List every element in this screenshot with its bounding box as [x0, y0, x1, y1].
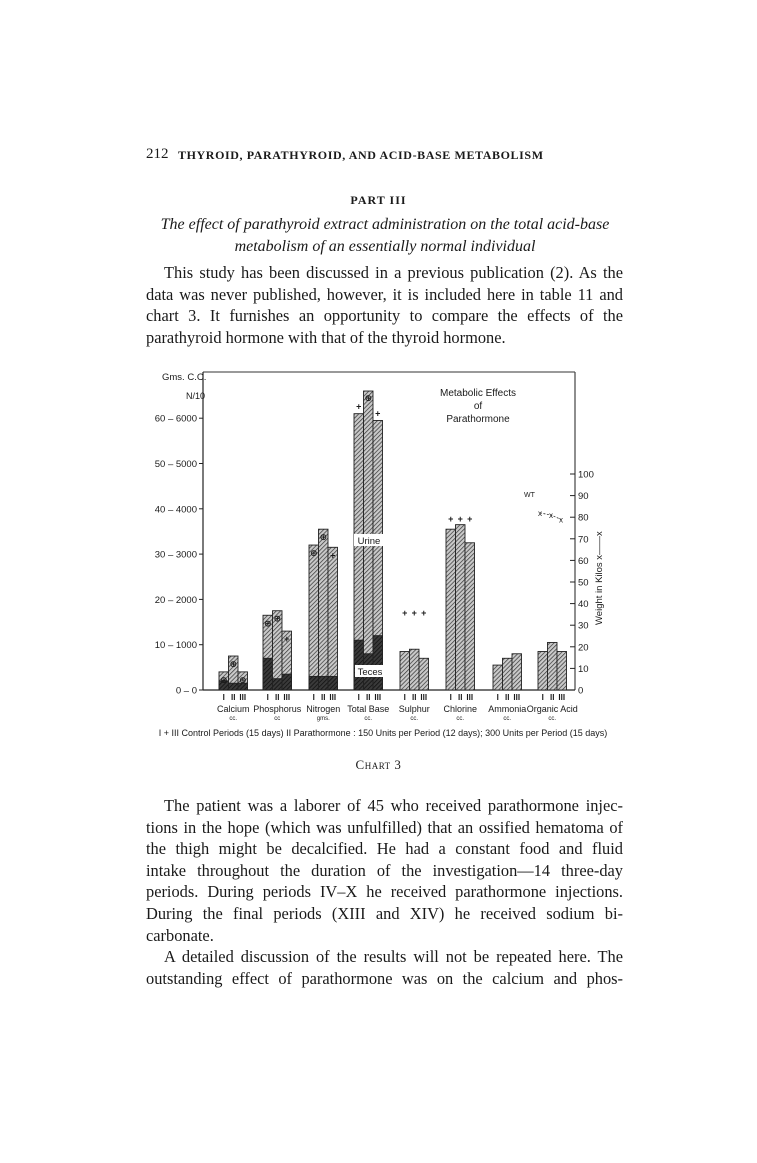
balance-mark: ⊕ — [219, 674, 228, 685]
category-label: Total Base — [347, 704, 390, 714]
left-tick-label: 20 – 2000 — [154, 594, 197, 606]
urine-label — [354, 534, 384, 547]
text-line: This study has been discussed in a previous publication (2). As the — [164, 263, 623, 282]
text-line: tions in the hope (which was unfulfilled) that an ossified hematoma of — [146, 817, 623, 837]
balance-mark: + — [330, 550, 336, 561]
category-label: Organic Acid — [526, 704, 578, 714]
urine-label-text: Urine — [357, 536, 381, 547]
bar — [328, 547, 338, 690]
running-head: THYROID, PARATHYROID, AND ACID-BASE METABOLISM — [178, 148, 544, 162]
weight-point: x — [559, 515, 563, 525]
chart-title — [440, 388, 516, 425]
balance-mark: + — [402, 608, 408, 618]
body-paragraph-2 — [146, 946, 623, 989]
period-label: III — [283, 693, 291, 702]
bar — [456, 525, 466, 690]
bar — [538, 651, 548, 690]
category-unit: cc. — [410, 716, 419, 722]
weight-series — [538, 509, 563, 524]
right-tick-label: 60 — [578, 555, 589, 567]
balance-mark: + — [284, 634, 290, 645]
category-unit: cc. — [456, 716, 465, 722]
chart-title-line-1: Metabolic Effects — [440, 388, 516, 399]
category-unit: cc. — [229, 716, 238, 722]
right-tick-label: 90 — [578, 491, 589, 503]
category-label: Sulphur — [398, 704, 430, 714]
period-label: I — [541, 693, 544, 702]
category-label: Chlorine — [443, 704, 478, 714]
text-line: data was never published, however, it is included here in table 11 and — [146, 284, 623, 304]
right-tick-label: 100 — [578, 469, 594, 481]
right-tick-label: 70 — [578, 534, 589, 546]
balance-mark: ⊕ — [309, 548, 318, 559]
bar — [548, 642, 558, 690]
right-axis-label: Weight in Kilos x——x — [594, 531, 605, 625]
balance-mark: + — [375, 408, 381, 419]
text-line: chart 3. It furnishes an opportunity to compare the effects of the — [146, 306, 623, 326]
text-line: periods. During periods IV–X he received parathormone injections. — [146, 882, 623, 902]
bar-feces-segment — [373, 636, 383, 690]
left-tick-label: 50 – 5000 — [154, 459, 197, 470]
bar — [309, 545, 319, 690]
text-line: the thigh might be decalcified. He had a constant food and fluid — [146, 839, 623, 859]
left-axis — [155, 414, 203, 697]
text-line: A detailed discussion of the results will not be repeated here. The — [164, 947, 623, 966]
bar-feces-segment — [328, 676, 338, 690]
balance-mark: ⊕ — [319, 532, 328, 543]
period-label: II — [275, 693, 280, 702]
balance-mark: + — [448, 514, 454, 524]
period-label: III — [466, 693, 474, 702]
right-tick-label: 0 — [578, 685, 584, 697]
right-tick-label: 30 — [578, 620, 589, 632]
balance-mark: ⊕ — [273, 613, 282, 624]
category-label: Ammonia — [488, 704, 527, 714]
left-tick-label: 40 – 4000 — [154, 504, 197, 516]
chart-frame — [203, 372, 575, 690]
period-label: I — [266, 693, 269, 702]
period-label: II — [550, 693, 555, 702]
bar-feces-segment — [309, 676, 319, 690]
left-tick-label: 30 – 3000 — [154, 549, 197, 561]
category-label: Nitrogen — [306, 704, 341, 714]
period-label: III — [329, 693, 337, 702]
bar — [465, 543, 475, 690]
feces-label — [355, 665, 385, 678]
period-label: I — [357, 693, 360, 702]
period-label: I — [403, 693, 406, 702]
bar-feces-segment — [273, 679, 283, 690]
text-line: outstanding effect of parathormone was on the calcium and phos- — [146, 968, 623, 988]
text-line: During the final periods (XIII and XIV) he received sodium bi- — [146, 903, 623, 923]
right-tick-label: 40 — [578, 599, 589, 611]
period-label: II — [231, 693, 236, 702]
right-axis — [570, 470, 594, 697]
left-tick-label: 10 – 1000 — [154, 640, 197, 652]
section-title-line-1: The effect of parathyroid extract administration on the total acid-base — [160, 216, 610, 233]
balance-mark: ⊕ — [229, 659, 238, 670]
period-label: III — [239, 693, 247, 702]
period-label: I — [222, 693, 225, 702]
balance-mark: + — [411, 608, 417, 618]
period-label: I — [496, 693, 499, 702]
chart-footnote: I + III Control Periods (15 days) II Parathormone : 150 Units per Period (12 days); 300 Units per Period (15 days) — [158, 728, 608, 738]
bar-feces-segment — [282, 674, 292, 690]
category-label: Calcium — [216, 704, 250, 714]
period-label: II — [505, 693, 510, 702]
chart-caption: Chart 3 — [355, 757, 402, 772]
bar — [493, 665, 503, 690]
balance-mark: + — [457, 514, 463, 524]
section-title-line-2: metabolism of an essentially normal individual — [234, 238, 536, 255]
bar — [512, 654, 522, 690]
text-line: parathyroid hormone with that of the thyroid hormone. — [146, 327, 506, 347]
text-line: The patient was a laborer of 45 who received parathormone injec- — [164, 796, 623, 815]
balance-mark: ⊕ — [238, 674, 247, 685]
category-unit: gms. — [316, 716, 330, 722]
feces-label-text: Teces — [357, 667, 383, 678]
period-labels — [223, 693, 565, 702]
right-tick-label: 20 — [578, 642, 589, 654]
period-label: III — [513, 693, 521, 702]
balance-mark: ⊕ — [263, 618, 272, 629]
category-label: Phosphorus — [253, 704, 302, 714]
weight-point: x — [538, 508, 542, 518]
bar-feces-segment — [229, 683, 239, 690]
bar — [419, 658, 429, 690]
balance-mark: + — [356, 401, 362, 412]
period-label: II — [321, 693, 326, 702]
category-unit: cc. — [364, 716, 373, 722]
weight-label: WT — [524, 492, 535, 499]
period-label: II — [366, 693, 371, 702]
weight-point: x — [549, 511, 553, 521]
category-labels — [217, 704, 578, 722]
bar-feces-segment — [263, 658, 273, 690]
category-unit: cc — [274, 716, 281, 722]
bar — [319, 529, 329, 690]
category-unit: cc. — [503, 716, 512, 722]
page-number: 212 — [146, 146, 169, 162]
bar — [410, 649, 420, 690]
left-axis-normality-label: N/10 — [186, 391, 206, 401]
bar — [557, 651, 567, 690]
left-tick-label: 0 – 0 — [175, 685, 197, 697]
left-axis-unit-label: Gms. C.C. — [162, 372, 207, 383]
balance-marks — [220, 393, 472, 685]
balance-mark: ⊕ — [364, 393, 373, 404]
period-label: III — [374, 693, 382, 702]
balance-mark: + — [421, 608, 427, 618]
right-tick-label: 10 — [578, 663, 589, 675]
body-paragraph-1 — [146, 795, 623, 946]
part-heading: PART III — [350, 193, 407, 207]
bar — [400, 651, 410, 690]
period-label: II — [458, 693, 463, 702]
period-label: I — [449, 693, 452, 702]
left-tick-label: 60 – 6000 — [154, 413, 197, 425]
period-label: I — [312, 693, 315, 702]
bars — [219, 391, 567, 690]
period-label: III — [558, 693, 566, 702]
category-unit: cc. — [548, 716, 557, 722]
text-line: carbonate. — [146, 925, 214, 945]
period-label: III — [420, 693, 428, 702]
bar — [503, 658, 513, 690]
right-tick-label: 80 — [578, 512, 589, 524]
chart-title-line-3: Parathormone — [446, 414, 510, 425]
bar-feces-segment — [319, 676, 329, 690]
balance-mark: + — [467, 514, 473, 524]
right-tick-label: 50 — [578, 577, 589, 589]
bar — [446, 529, 456, 690]
text-line: intake throughout the duration of the investigation—14 three-day — [146, 860, 623, 880]
chart-title-line-2: of — [473, 401, 483, 412]
period-label: II — [412, 693, 417, 702]
